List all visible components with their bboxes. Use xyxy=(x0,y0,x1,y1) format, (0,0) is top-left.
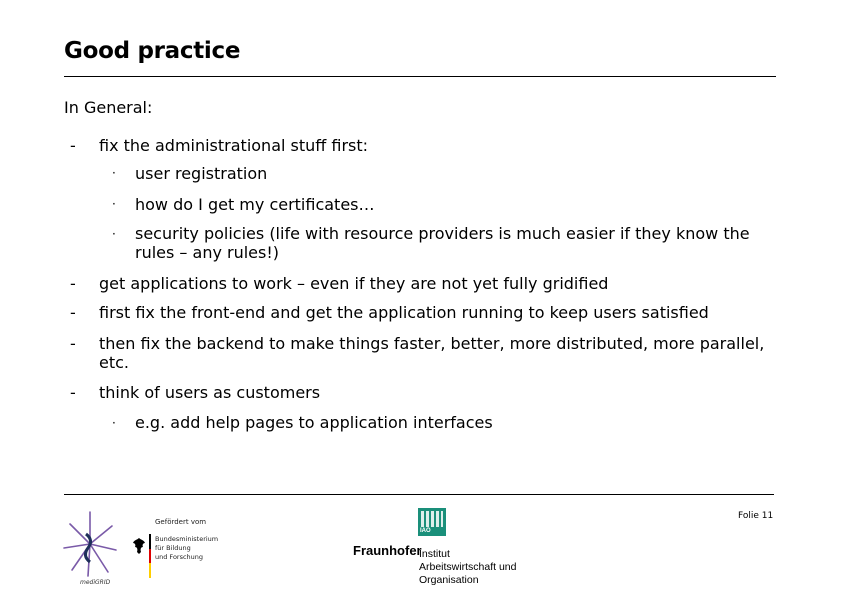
dash-marker: - xyxy=(70,334,76,353)
medigrid-logo xyxy=(58,504,122,590)
dash-marker: - xyxy=(70,303,76,322)
ministry-line: und Forschung xyxy=(155,553,204,561)
bullet-marker: · xyxy=(112,227,116,241)
list-item-text: fix the administrational stuff first: xyxy=(99,136,369,155)
footer-divider xyxy=(64,494,774,495)
iao-badge-text: IAO xyxy=(420,528,431,534)
federal-eagle-icon xyxy=(132,537,146,555)
list-item-text: first fix the front-end and get the application running to keep users satisfied xyxy=(99,303,709,322)
ministry-line: für Bildung xyxy=(155,544,191,552)
dash-marker: - xyxy=(70,383,76,402)
sub-item-text: e.g. add help pages to application interfaces xyxy=(135,413,493,432)
sponsor-label: Gefördert vom xyxy=(155,518,207,526)
institute-line: Arbeitswirtschaft und xyxy=(419,561,517,573)
list-item-text: get applications to work – even if they are not yet fully gridified xyxy=(99,274,609,293)
list-item-text: then fix the backend to make things faster, better, more distributed, more parallel, xyxy=(99,334,765,353)
page-number: Folie 11 xyxy=(738,511,774,521)
sub-item-text: how do I get my certificates… xyxy=(135,195,375,214)
sub-item-text: security policies (life with resource providers is much easier if they know the xyxy=(135,224,750,243)
bullet-marker: · xyxy=(112,416,116,430)
german-flag xyxy=(149,534,151,578)
institute-name xyxy=(419,548,516,587)
sub-item-text: user registration xyxy=(135,164,268,183)
list-item-text: think of users as customers xyxy=(99,383,321,402)
intro-heading: In General: xyxy=(64,98,153,117)
medigrid-label: mediGRID xyxy=(80,579,111,586)
bullet-marker: · xyxy=(112,197,116,211)
ministry-line: Bundesministerium xyxy=(155,535,219,543)
title-divider xyxy=(64,76,776,77)
slide-title: Good practice xyxy=(64,38,241,64)
ministry-name xyxy=(155,535,218,562)
institute-line: Institut xyxy=(419,548,450,560)
dash-marker: - xyxy=(70,136,76,155)
institute-line: Organisation xyxy=(419,574,479,586)
bullet-marker: · xyxy=(112,166,116,180)
dash-marker: - xyxy=(70,274,76,293)
fraunhofer-wordmark: Fraunhofer xyxy=(353,543,422,558)
sub-item-continuation: rules – any rules!) xyxy=(135,243,280,262)
list-item-continuation: etc. xyxy=(99,353,129,372)
